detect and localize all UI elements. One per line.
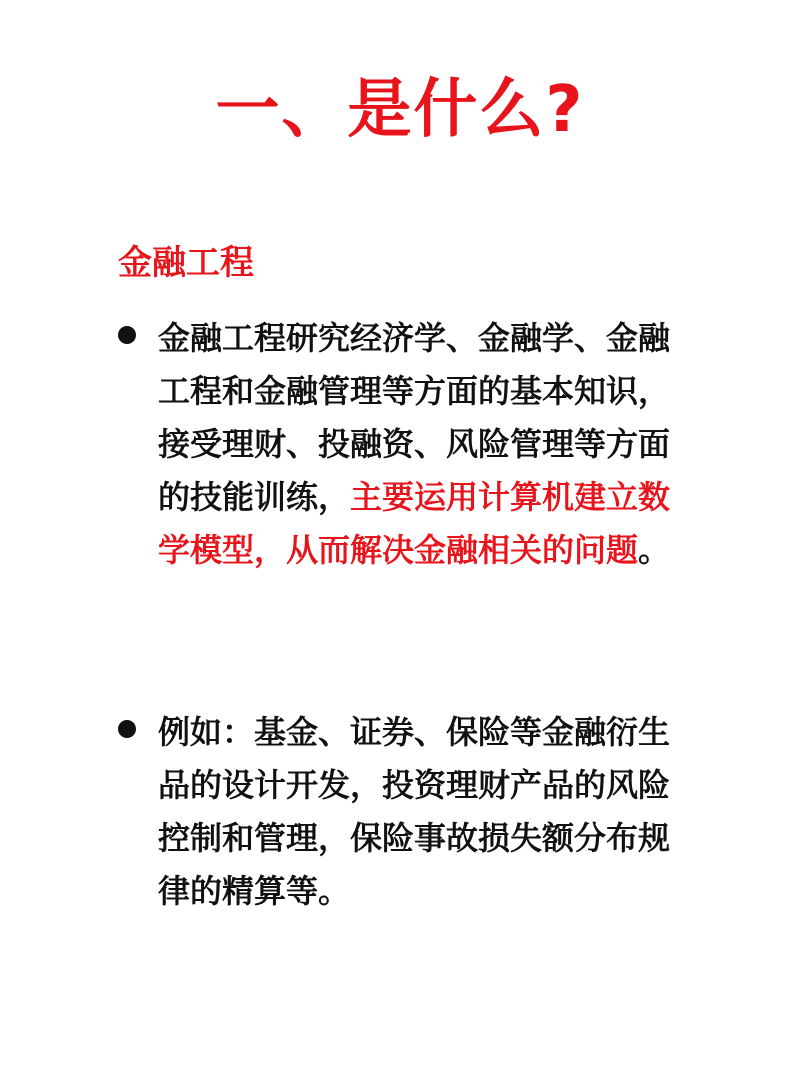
bullet-item-definition bbox=[118, 312, 678, 577]
bullet-text-plain: 金融工程研究经济学、金融学、金融工程和金融管理等方面的基本知识，接受理财、投融资、风险管理等方面的技能训练， bbox=[158, 319, 671, 516]
section-heading: 金融工程 bbox=[118, 243, 254, 283]
bullet-text bbox=[158, 312, 678, 577]
page-title: 一、是什么? bbox=[215, 73, 585, 147]
bullet-item-examples bbox=[118, 706, 678, 918]
bullet-text-plain: 例如：基金、证券、保险等金融衍生品的设计开发，投资理财产品的风险控制和管理，保险事故损失额分布规律的精算等。 bbox=[158, 713, 671, 910]
bullet-text bbox=[158, 706, 678, 918]
bullet-dot-icon bbox=[118, 720, 136, 738]
bullet-text-highlight: 主要运用计算机建立数学模型，从而解决金融相关的问题 bbox=[158, 478, 671, 569]
bullet-dot-icon bbox=[118, 326, 136, 344]
bullet-text-end: 。 bbox=[638, 531, 671, 569]
